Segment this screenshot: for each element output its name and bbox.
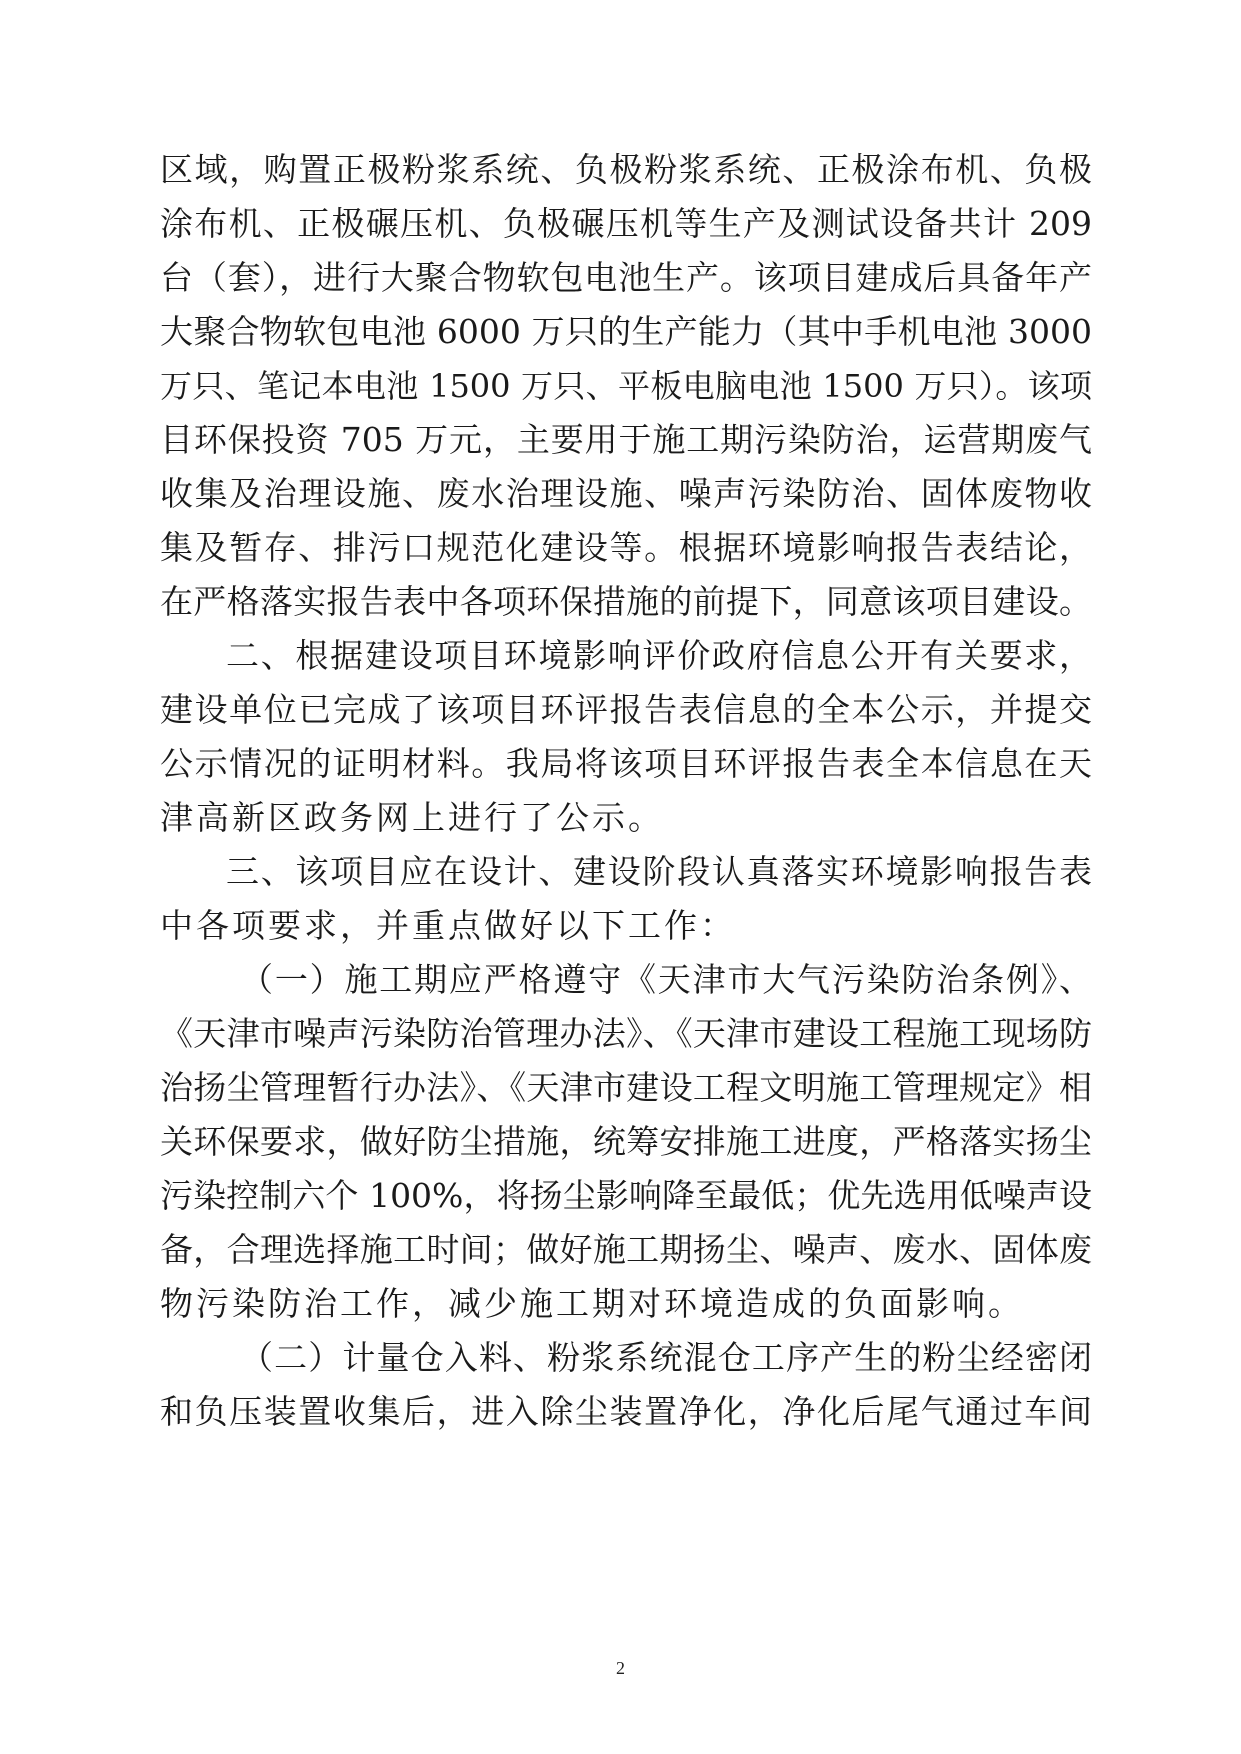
paragraph-end-line: 津高新区政务网上进行了公示。 xyxy=(160,798,664,837)
body-line: 收集及治理设施、废水治理设施、噪声污染防治、固体废物收 xyxy=(160,474,1092,513)
body-line: 公示情况的证明材料。我局将该项目环评报告表全本信息在天 xyxy=(160,744,1092,783)
paragraph-end-line: 中各项要求，并重点做好以下工作： xyxy=(160,906,736,945)
body-line: 《天津市噪声污染防治管理办法》、《天津市建设工程施工现场防 xyxy=(160,1014,1092,1053)
body-line: 目环保投资 705 万元，主要用于施工期污染防治，运营期废气 xyxy=(160,420,1092,459)
body-line: 万只、笔记本电池 1500 万只、平板电脑电池 1500 万只）。该项 xyxy=(160,367,1092,405)
paragraph-start-line: （一）施工期应严格遵守《天津市大气污染防治条例》、 xyxy=(240,960,1092,999)
paragraph-end-line: 物污染防治工作，减少施工期对环境造成的负面影响。 xyxy=(160,1284,1024,1323)
body-line: 大聚合物软包电池 6000 万只的生产能力（其中手机电池 3000 xyxy=(160,312,1092,351)
body-line: 和负压装置收集后，进入除尘装置净化，净化后尾气通过车间 xyxy=(160,1392,1092,1431)
body-line: 备，合理选择施工时间；做好施工期扬尘、噪声、废水、固体废 xyxy=(160,1230,1092,1269)
paragraph-start-line: 三、该项目应在设计、建设阶段认真落实环境影响报告表 xyxy=(226,852,1092,891)
body-line: 台（套），进行大聚合物软包电池生产。该项目建成后具备年产 xyxy=(160,258,1092,297)
body-line: 区域，购置正极粉浆系统、负极粉浆系统、正极涂布机、负极 xyxy=(160,150,1092,189)
body-line: 污染控制六个 100%，将扬尘影响降至最低；优先选用低噪声设 xyxy=(160,1176,1092,1215)
body-line: 集及暂存、排污口规范化建设等。根据环境影响报告表结论， xyxy=(160,528,1092,567)
paragraph-start-line: （二）计量仓入料、粉浆系统混仓工序产生的粉尘经密闭 xyxy=(240,1338,1092,1377)
body-line: 关环保要求，做好防尘措施，统筹安排施工进度，严格落实扬尘 xyxy=(160,1122,1092,1161)
body-line: 建设单位已完成了该项目环评报告表信息的全本公示，并提交 xyxy=(160,690,1092,729)
page-number: 2 xyxy=(616,1658,625,1678)
body-line: 在严格落实报告表中各项环保措施的前提下，同意该项目建设。 xyxy=(160,582,1092,621)
paragraph-start-line: 二、根据建设项目环境影响评价政府信息公开有关要求， xyxy=(226,636,1092,675)
body-line: 涂布机、正极碾压机、负极碾压机等生产及测试设备共计 209 xyxy=(160,204,1092,243)
body-line: 治扬尘管理暂行办法》、《天津市建设工程文明施工管理规定》相 xyxy=(160,1068,1092,1107)
